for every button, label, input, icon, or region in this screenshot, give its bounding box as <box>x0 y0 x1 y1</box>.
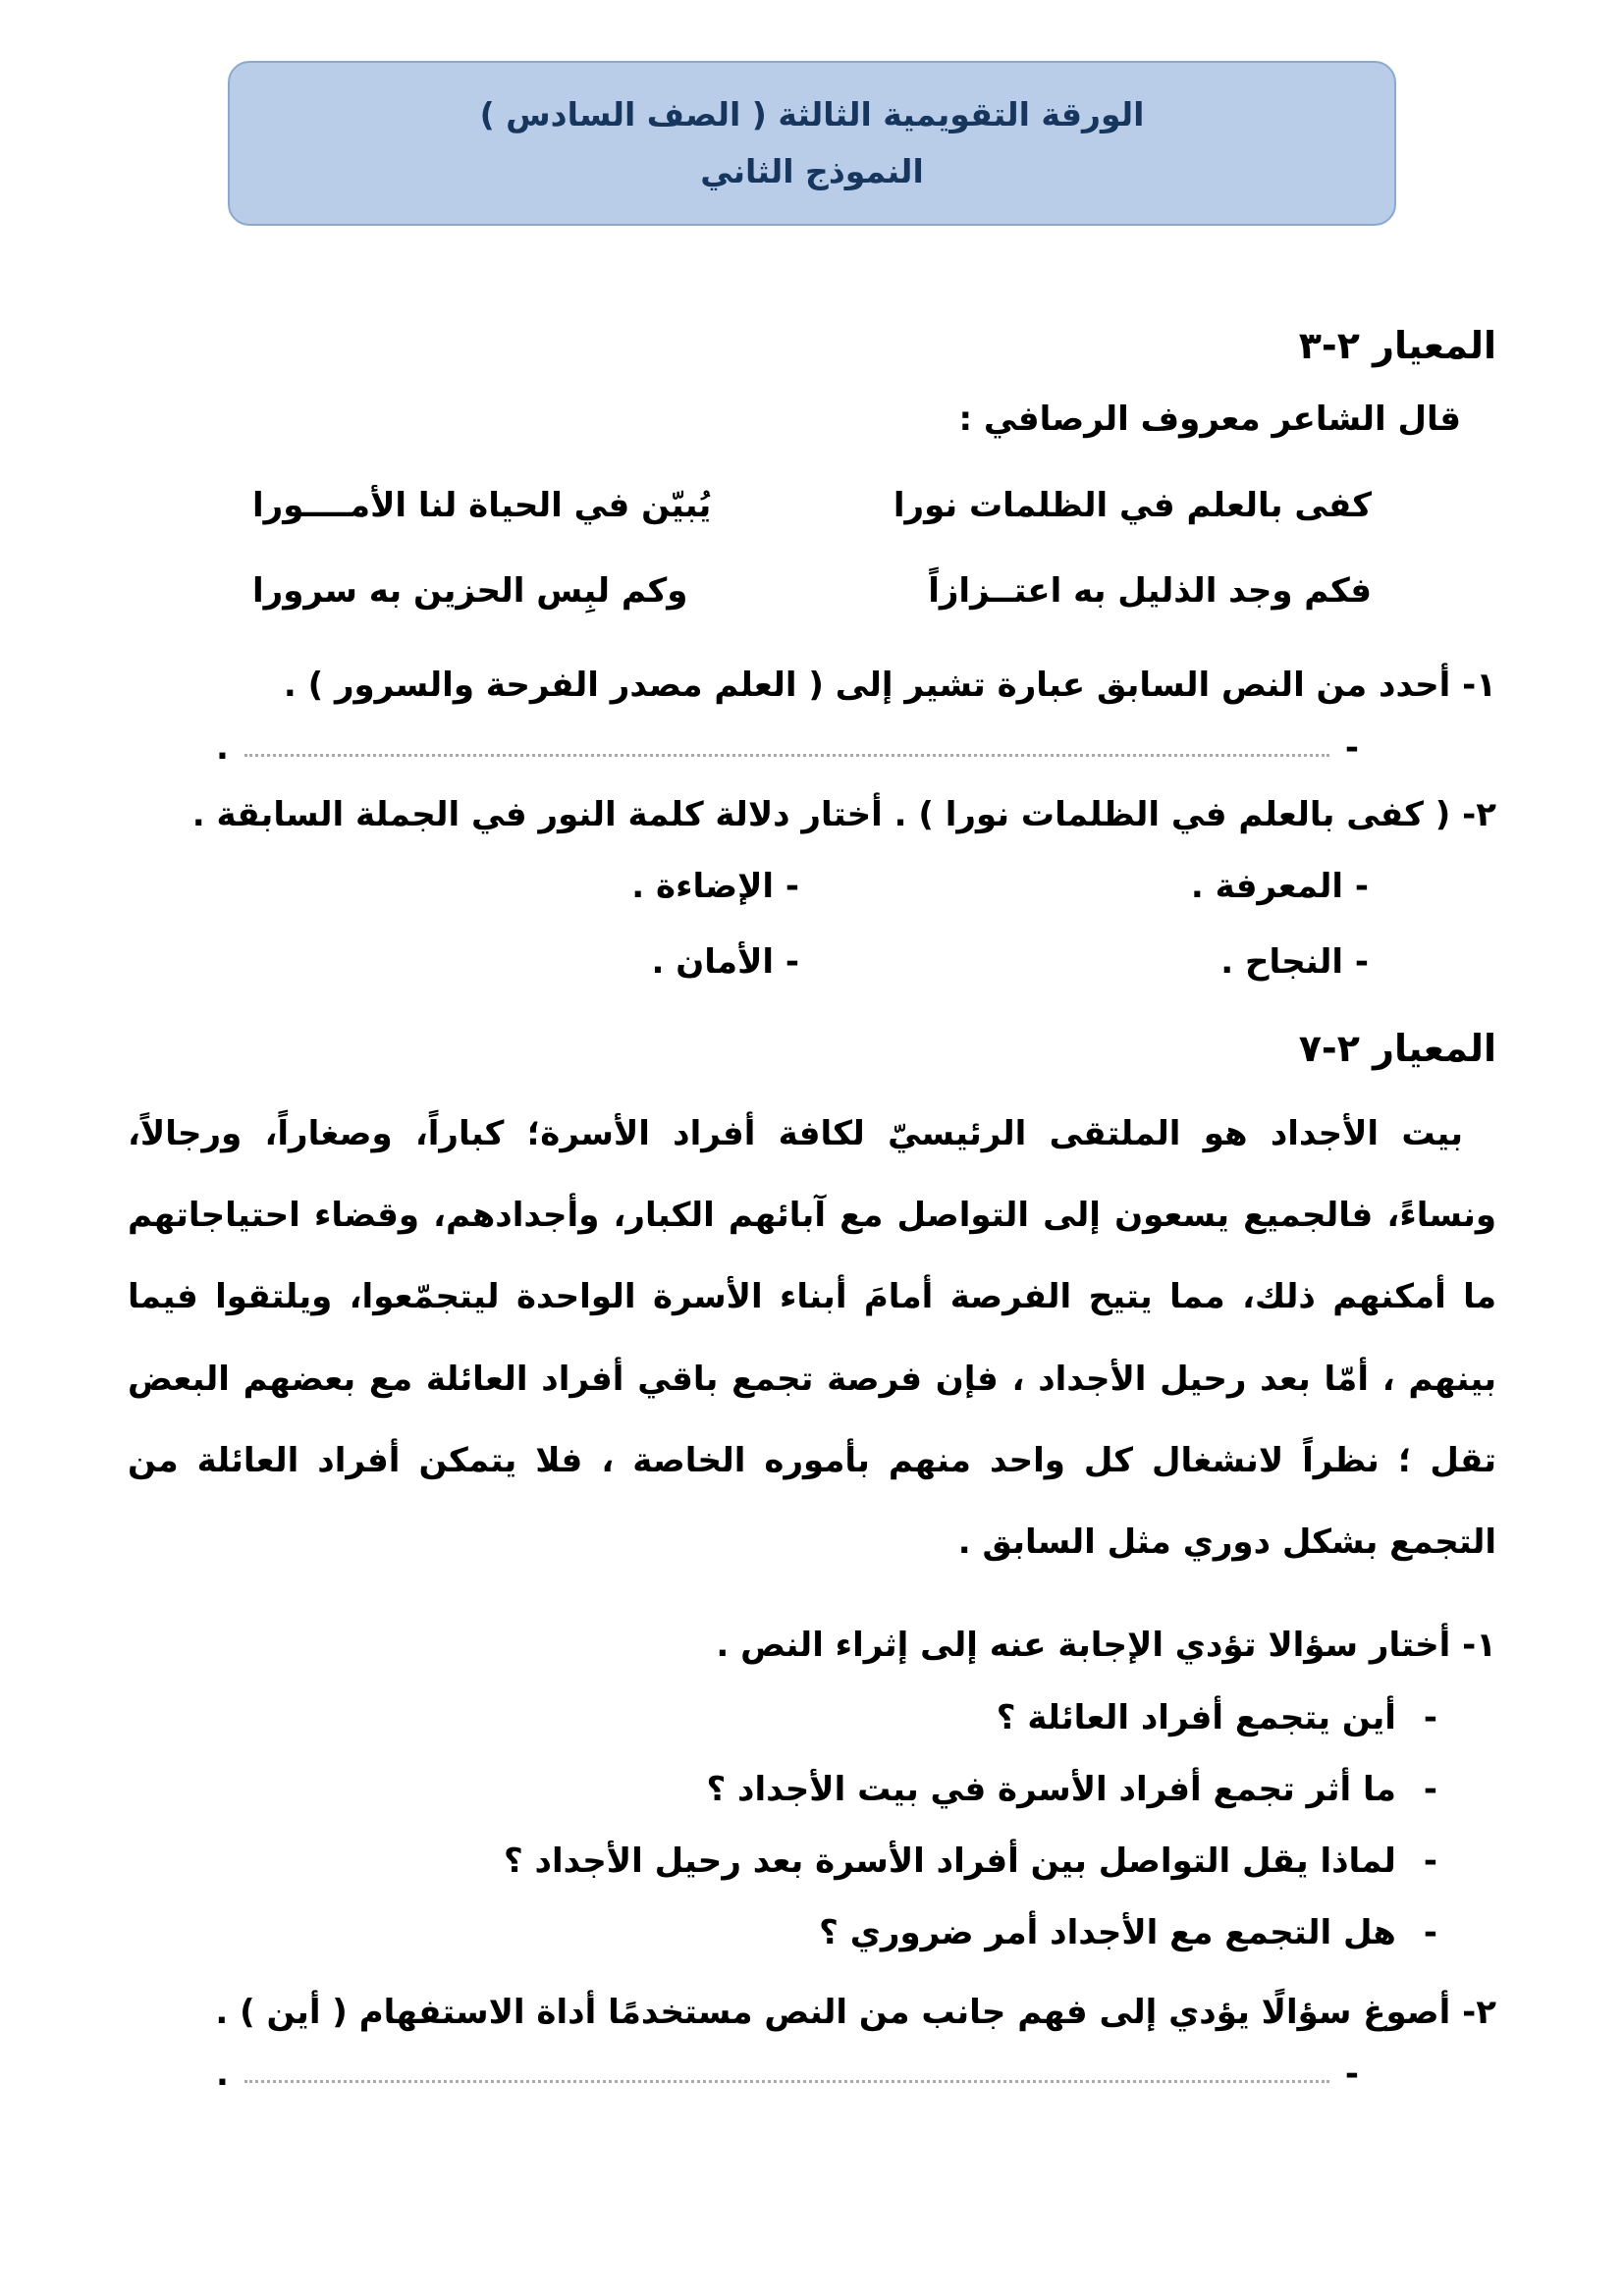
worksheet-header <box>228 61 1396 226</box>
option-row <box>128 1826 1437 1897</box>
option-text: أين يتجمع أفراد العائلة ؟ <box>996 1698 1396 1738</box>
option-text: لماذا يقل التواصل بين أفراد الأسرة بعد رحيل الأجداد ؟ <box>503 1842 1396 1882</box>
answer-dash: - <box>1344 728 1359 769</box>
section2-question-2: ٢- أصوغ سؤالًا يؤدي إلى فهم جانب من النص مستخدمًا أداة الاستفهام ( أين ) . <box>215 1992 1496 2032</box>
option-row <box>128 1754 1437 1826</box>
option-knowledge: - المعرفة . <box>1190 866 1369 906</box>
q2-options <box>128 852 1496 998</box>
option-row <box>128 1682 1437 1754</box>
hemistich-left: يُبيّن في الحياة لنا الأمــــورا <box>252 485 712 525</box>
question1-options <box>128 1682 1496 1969</box>
option-success: - النجاح . <box>1220 942 1369 983</box>
dotted-line <box>244 754 1329 757</box>
hemistich-right: فكم وجد الذليل به اعتــزازاً <box>928 570 1372 611</box>
option-safety: - الأمان . <box>651 942 799 983</box>
option-dash: - <box>1423 1770 1437 1810</box>
section2-question-1: ١- أختار سؤالا تؤدي الإجابة عنه إلى إثراء النص . <box>716 1626 1496 1666</box>
option-text: هل التجمع مع الأجداد أمر ضروري ؟ <box>819 1913 1396 1953</box>
option-row <box>128 1897 1437 1969</box>
section1-heading: المعيار ٢-٣ <box>1298 323 1496 367</box>
poem-verse-1 <box>252 463 1372 549</box>
option-text: ما أثر تجمع أفراد الأسرة في بيت الأجداد ؟ <box>706 1770 1396 1810</box>
reading-passage: بيت الأجداد هو الملتقى الرئيسيّ لكافة أفراد الأسرة؛ كباراً، وصغاراً، ورجالاً، ونساءً، فالجميع يسعون إلى التواصل مع آبائهم الكبار، وأجدادهم، وقضاء احتياجاتهم ما أمكنهم ذلك، مما يتيح الفرصة أمامَ أبناء الأسرة الواحدة ليتجمّعوا، ويلتقوا فيما بينهم ، أمّا بعد رحيل الأجداد ، فإن فرصة تجمع باقي أفراد العائلة مع بعضهم البعض تقل ؛ نظراً لانشغال كل واحد منهم بأموره الخاصة ، فلا يتمكن أفراد العائلة من التجمع بشكل دوري مثل السابق . <box>128 1113 1496 1563</box>
dotted-line <box>244 2080 1329 2083</box>
answer-period: . <box>216 2055 229 2095</box>
option-dash: - <box>1423 1913 1437 1953</box>
worksheet-title: الورقة التقويمية الثالثة ( الصف السادس ) <box>479 95 1145 133</box>
hemistich-right: كفى بالعلم في الظلمات نورا <box>893 485 1372 525</box>
worksheet-subtitle: النموذج الثاني <box>700 151 924 190</box>
answer-dash: - <box>1344 2055 1359 2095</box>
answer-blank-1 <box>128 722 1496 778</box>
answer-period: . <box>216 728 229 769</box>
section1-question-2: ٢- ( كفى بالعلم في الظلمات نورا ) . أختار دلالة كلمة النور في الجملة السابقة . <box>191 794 1496 834</box>
option-lighting: - الإضاءة . <box>631 866 799 906</box>
poem <box>252 463 1372 633</box>
section2-heading: المعيار ٢-٧ <box>1298 1027 1496 1071</box>
poem-intro: قال الشاعر معروف الرصافي : <box>958 399 1461 439</box>
hemistich-left: وكم لبِس الحزين به سرورا <box>252 570 688 611</box>
poem-verse-2 <box>252 549 1372 634</box>
answer-blank-2 <box>128 2049 1496 2105</box>
option-dash: - <box>1423 1698 1437 1738</box>
section1-question-1: ١- أحدد من النص السابق عبارة تشير إلى ( العلم مصدر الفرحة والسرور ) . <box>283 666 1496 706</box>
option-dash: - <box>1423 1842 1437 1882</box>
